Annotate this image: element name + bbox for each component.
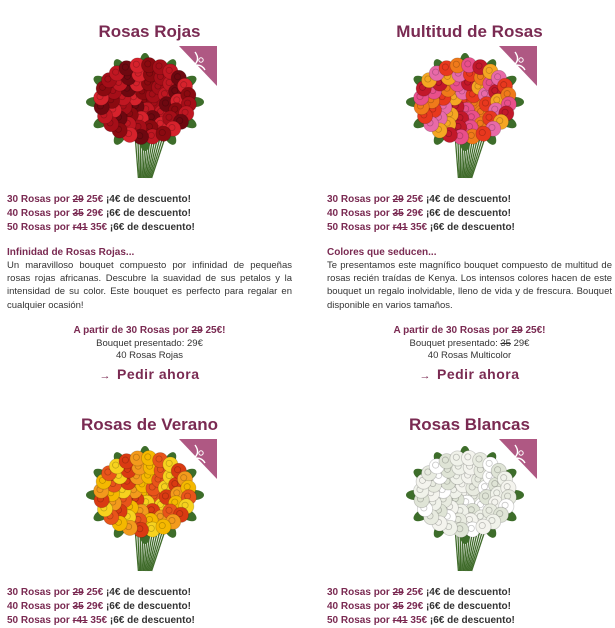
product-title[interactable]: Rosas Blancas xyxy=(327,413,612,437)
order-now-link[interactable]: → Pedir ahora xyxy=(327,366,612,382)
price-line: 50 Rosas por r41 35€ ¡6€ de descuento! xyxy=(327,614,612,628)
description-title: Colores que seducen... xyxy=(327,246,612,259)
offer-line: A partir de 30 Rosas por 29 25€! xyxy=(327,324,612,338)
description-text: Te presentamos este magnífico bouquet compuesto de multitud de rosas recién traídas de Kenya. Los intensos colores hacen de este bouquet un regalo inolvidable, lleno de vida y de frescura. Bouquet disponible en varios tamaños. xyxy=(327,259,612,312)
price-line: 40 Rosas por 35 29€ ¡6€ de descuento! xyxy=(7,207,292,221)
right-arrow-icon: → xyxy=(419,370,431,382)
price-line: 30 Rosas por 29 25€ ¡4€ de descuento! xyxy=(327,586,612,600)
roses xyxy=(413,450,516,537)
price-line: 40 Rosas por 35 29€ ¡6€ de descuento! xyxy=(327,207,612,221)
price-line: 30 Rosas por 29 25€ ¡4€ de descuento! xyxy=(7,586,292,600)
description-title: Infinidad de Rosas Rojas... xyxy=(7,246,292,259)
bouquet-illustration xyxy=(83,439,217,573)
variant-label: 40 Rosas Multicolor xyxy=(327,350,612,363)
roses xyxy=(413,57,516,144)
bouquet-illustration xyxy=(83,46,217,180)
product-image[interactable] xyxy=(83,439,217,573)
product-title[interactable]: Rosas Rojas xyxy=(7,20,292,44)
price-line: 40 Rosas por 35 29€ ¡6€ de descuento! xyxy=(7,600,292,614)
product-title[interactable]: Multitud de Rosas xyxy=(327,20,612,44)
price-list xyxy=(327,193,612,235)
price-list xyxy=(7,193,292,235)
price-line: 50 Rosas por r41 35€ ¡6€ de descuento! xyxy=(7,614,292,628)
price-list xyxy=(7,586,292,628)
right-arrow-icon: → xyxy=(99,370,111,382)
presented-price: Bouquet presentado: 29€ xyxy=(7,338,292,351)
price-line: 30 Rosas por 29 25€ ¡4€ de descuento! xyxy=(327,193,612,207)
price-line: 50 Rosas por r41 35€ ¡6€ de descuento! xyxy=(7,221,292,235)
price-list xyxy=(327,586,612,628)
variant-label: 40 Rosas Rojas xyxy=(7,350,292,363)
product-image[interactable] xyxy=(403,439,537,573)
roses xyxy=(93,57,196,144)
presented-price: Bouquet presentado: 35 29€ xyxy=(327,338,612,351)
product-image[interactable] xyxy=(403,46,537,180)
product-card-rosas-rojas xyxy=(7,0,292,382)
price-line: 40 Rosas por 35 29€ ¡6€ de descuento! xyxy=(327,600,612,614)
order-now-link[interactable]: → Pedir ahora xyxy=(7,366,292,382)
product-title[interactable]: Rosas de Verano xyxy=(7,413,292,437)
product-card-multitud-de-rosas xyxy=(327,0,612,382)
offer-line: A partir de 30 Rosas por 29 25€! xyxy=(7,324,292,338)
product-card-rosas-blancas xyxy=(327,400,612,628)
roses xyxy=(93,450,196,537)
price-line: 50 Rosas por r41 35€ ¡6€ de descuento! xyxy=(327,221,612,235)
bouquet-illustration xyxy=(403,439,537,573)
product-image[interactable] xyxy=(83,46,217,180)
bouquet-illustration xyxy=(403,46,537,180)
price-line: 30 Rosas por 29 25€ ¡4€ de descuento! xyxy=(7,193,292,207)
product-card-rosas-de-verano xyxy=(7,400,292,628)
description-text: Un maravilloso bouquet compuesto por infinidad de pequeñas rosas rojas africanas. Descubre la suavidad de sus petalos y la intensidad de su color. Este bouquet es perfecto para regalar en cualquier ocasión! xyxy=(7,259,292,312)
